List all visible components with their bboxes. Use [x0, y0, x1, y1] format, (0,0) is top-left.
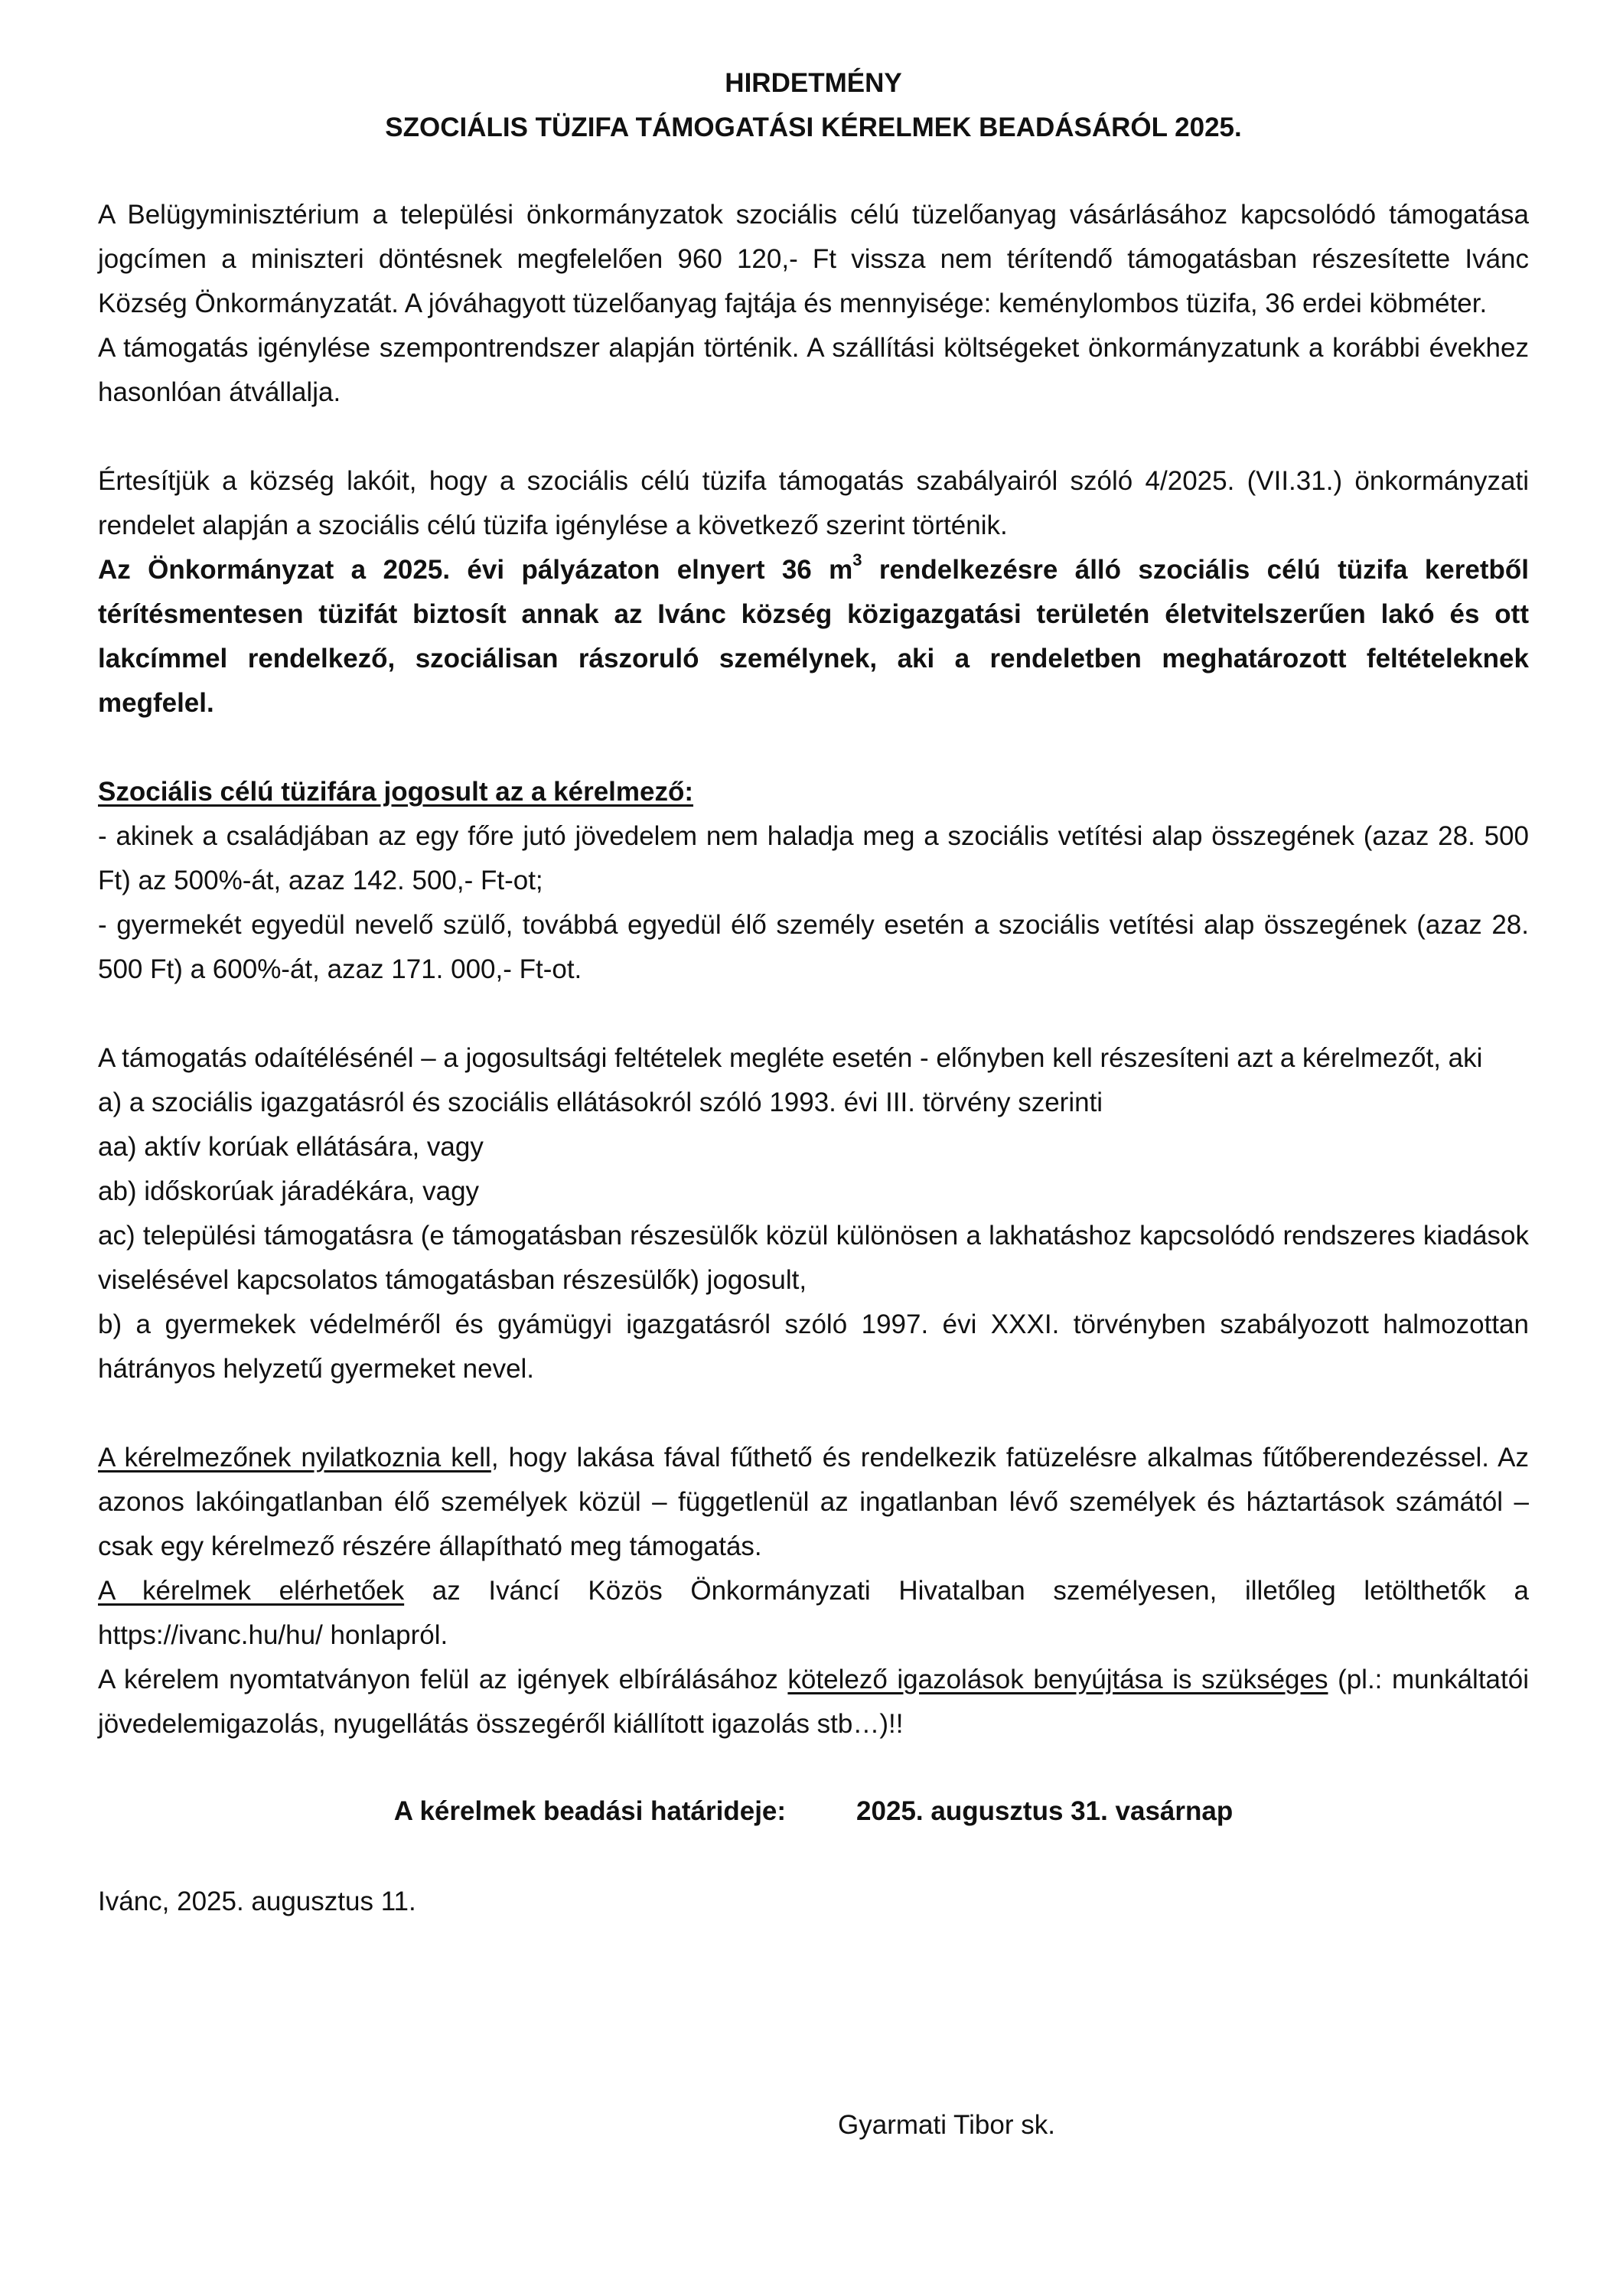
notice-bold-part2: rendelkezésre álló szociális célú tüzifa keretből térítésmentesen tüzifát biztosít annak az Ivánc község közigazgatási területén életvitelszerűen lakó és ott lakcímmel rendelkező, szociálisan rászoruló személynek, aki a rendeletben meghatározott feltételeknek megfelel.: [98, 555, 1529, 718]
certificates-after: (pl.: munkáltatói jövedelemigazolás, nyugellátás összegéről kiállított igazolás stb…)!!: [98, 1665, 1529, 1739]
priority-item-aa: aa) aktív korúak ellátására, vagy: [98, 1132, 484, 1162]
cubic-superscript: 3: [852, 550, 862, 570]
notice-document: [98, 61, 1529, 1924]
notice-bold-paragraph: [98, 548, 1529, 726]
deadline-line: [98, 1789, 1529, 1834]
notice-paragraph: Értesítjük a község lakóit, hogy a szociális célú tüzifa támogatás szabályairól szóló 4/2025. (VII.31.) önkormányzati rendelet alapján a szociális célú tüzifa igénylése a következő szerint történik.: [98, 466, 1529, 540]
spacer: [98, 992, 1529, 1036]
eligibility-heading: Szociális célú tüzifára jogosult az a kérelmező:: [98, 777, 694, 807]
notice-bold-part1: Az Önkormányzat a 2025. évi pályázaton elnyert 36 m: [98, 555, 853, 585]
priority-item-ac: ac) települési támogatásra (e támogatásban részesülők közül különösen a lakhatáshoz kapcsolódó rendszeres kiadások viselésével kapcsolatos támogatásban részesülők) jogosult,: [98, 1221, 1529, 1295]
priority-intro: A támogatás odaítélésénél – a jogosultsági feltételek megléte esetén - előnyben kell részesíteni azt a kérelmezőt, aki: [98, 1043, 1483, 1073]
declaration-underlined: A kérelmezőnek nyilatkoznia kell: [98, 1443, 491, 1473]
document-subtitle: SZOCIÁLIS TÜZIFA TÁMOGATÁSI KÉRELMEK BEADÁSÁRÓL 2025.: [385, 113, 1242, 142]
eligibility-item-2: - gyermekét egyedül nevelő szülő, továbbá egyedül élő személy esetén a szociális vetítési alap összegének (azaz 28. 500 Ft) a 600%-át, azaz 171. 000,- Ft-ot.: [98, 910, 1529, 984]
priority-item-b: b) a gyermekek védelméről és gyámügyi igazgatásról szóló 1997. évi XXXI. törvényben szabályozott halmozottan hátrányos helyzetű gyermeket nevel.: [98, 1309, 1529, 1384]
signature: Gyarmati Tibor sk.: [838, 2110, 1055, 2140]
declaration-paragraph: [98, 1436, 1529, 1569]
intro-paragraph-1: A Belügyminisztérium a települési önkormányzatok szociális célú tüzelőanyag vásárlásához kapcsolódó támogatása jogcímen a miniszteri döntésnek megfelelően 960 120,- Ft vissza nem térítendő támogatásban részesítette Ivánc Község Önkormányzatát. A jóváhagyott tüzelőanyag fajtája és mennyisége: keménylombos tüzifa, 36 erdei köbméter.: [98, 200, 1529, 318]
priority-item-a: a) a szociális igazgatásról és szociális ellátásokról szóló 1993. évi III. törvény szerinti: [98, 1088, 1103, 1117]
declaration-rest: , hogy lakása fával fűthető és rendelkezik fatüzelésre alkalmas fűtőberendezéssel. Az azonos lakóingatlanban élő személyek közül – függetlenül az ingatlanban lévő személyek és háztartások számától – csak egy kérelmező részére állapítható meg támogatás.: [98, 1443, 1529, 1561]
spacer: [98, 1391, 1529, 1436]
certificates-underlined: kötelező igazolások benyújtása is szükséges: [787, 1665, 1328, 1694]
availability-underlined: A kérelmek elérhetőek: [98, 1576, 405, 1606]
deadline-label: A kérelmek beadási határideje:: [393, 1796, 787, 1826]
spacer: [98, 726, 1529, 770]
intro-paragraph-2: A támogatás igénylése szempontrendszer alapján történik. A szállítási költségeket önkormányzatunk a korábbi évekhez hasonlóan átvállalja.: [98, 333, 1529, 407]
certificates-before: A kérelem nyomtatványon felül az igények elbírálásához: [98, 1665, 788, 1694]
document-title: HIRDETMÉNY: [725, 68, 902, 98]
deadline-date: 2025. augusztus 31. vasárnap: [856, 1796, 1234, 1826]
availability-rest: az Iváncí Közös Önkormányzati Hivatalban személyesen, illetőleg letölthetők a https://ivanc.hu/hu/ honlapról.: [98, 1576, 1529, 1650]
availability-paragraph: [98, 1569, 1529, 1658]
place-and-date: Ivánc, 2025. augusztus 11.: [98, 1887, 416, 1916]
eligibility-item-1: - akinek a családjában az egy főre jutó jövedelem nem haladja meg a szociális vetítési alap összegének (azaz 28. 500 Ft) az 500%-át, azaz 142. 500,- Ft-ot;: [98, 821, 1529, 895]
priority-item-ab: ab) időskorúak járadékára, vagy: [98, 1176, 480, 1206]
spacer: [98, 415, 1529, 459]
certificates-paragraph: [98, 1658, 1529, 1746]
